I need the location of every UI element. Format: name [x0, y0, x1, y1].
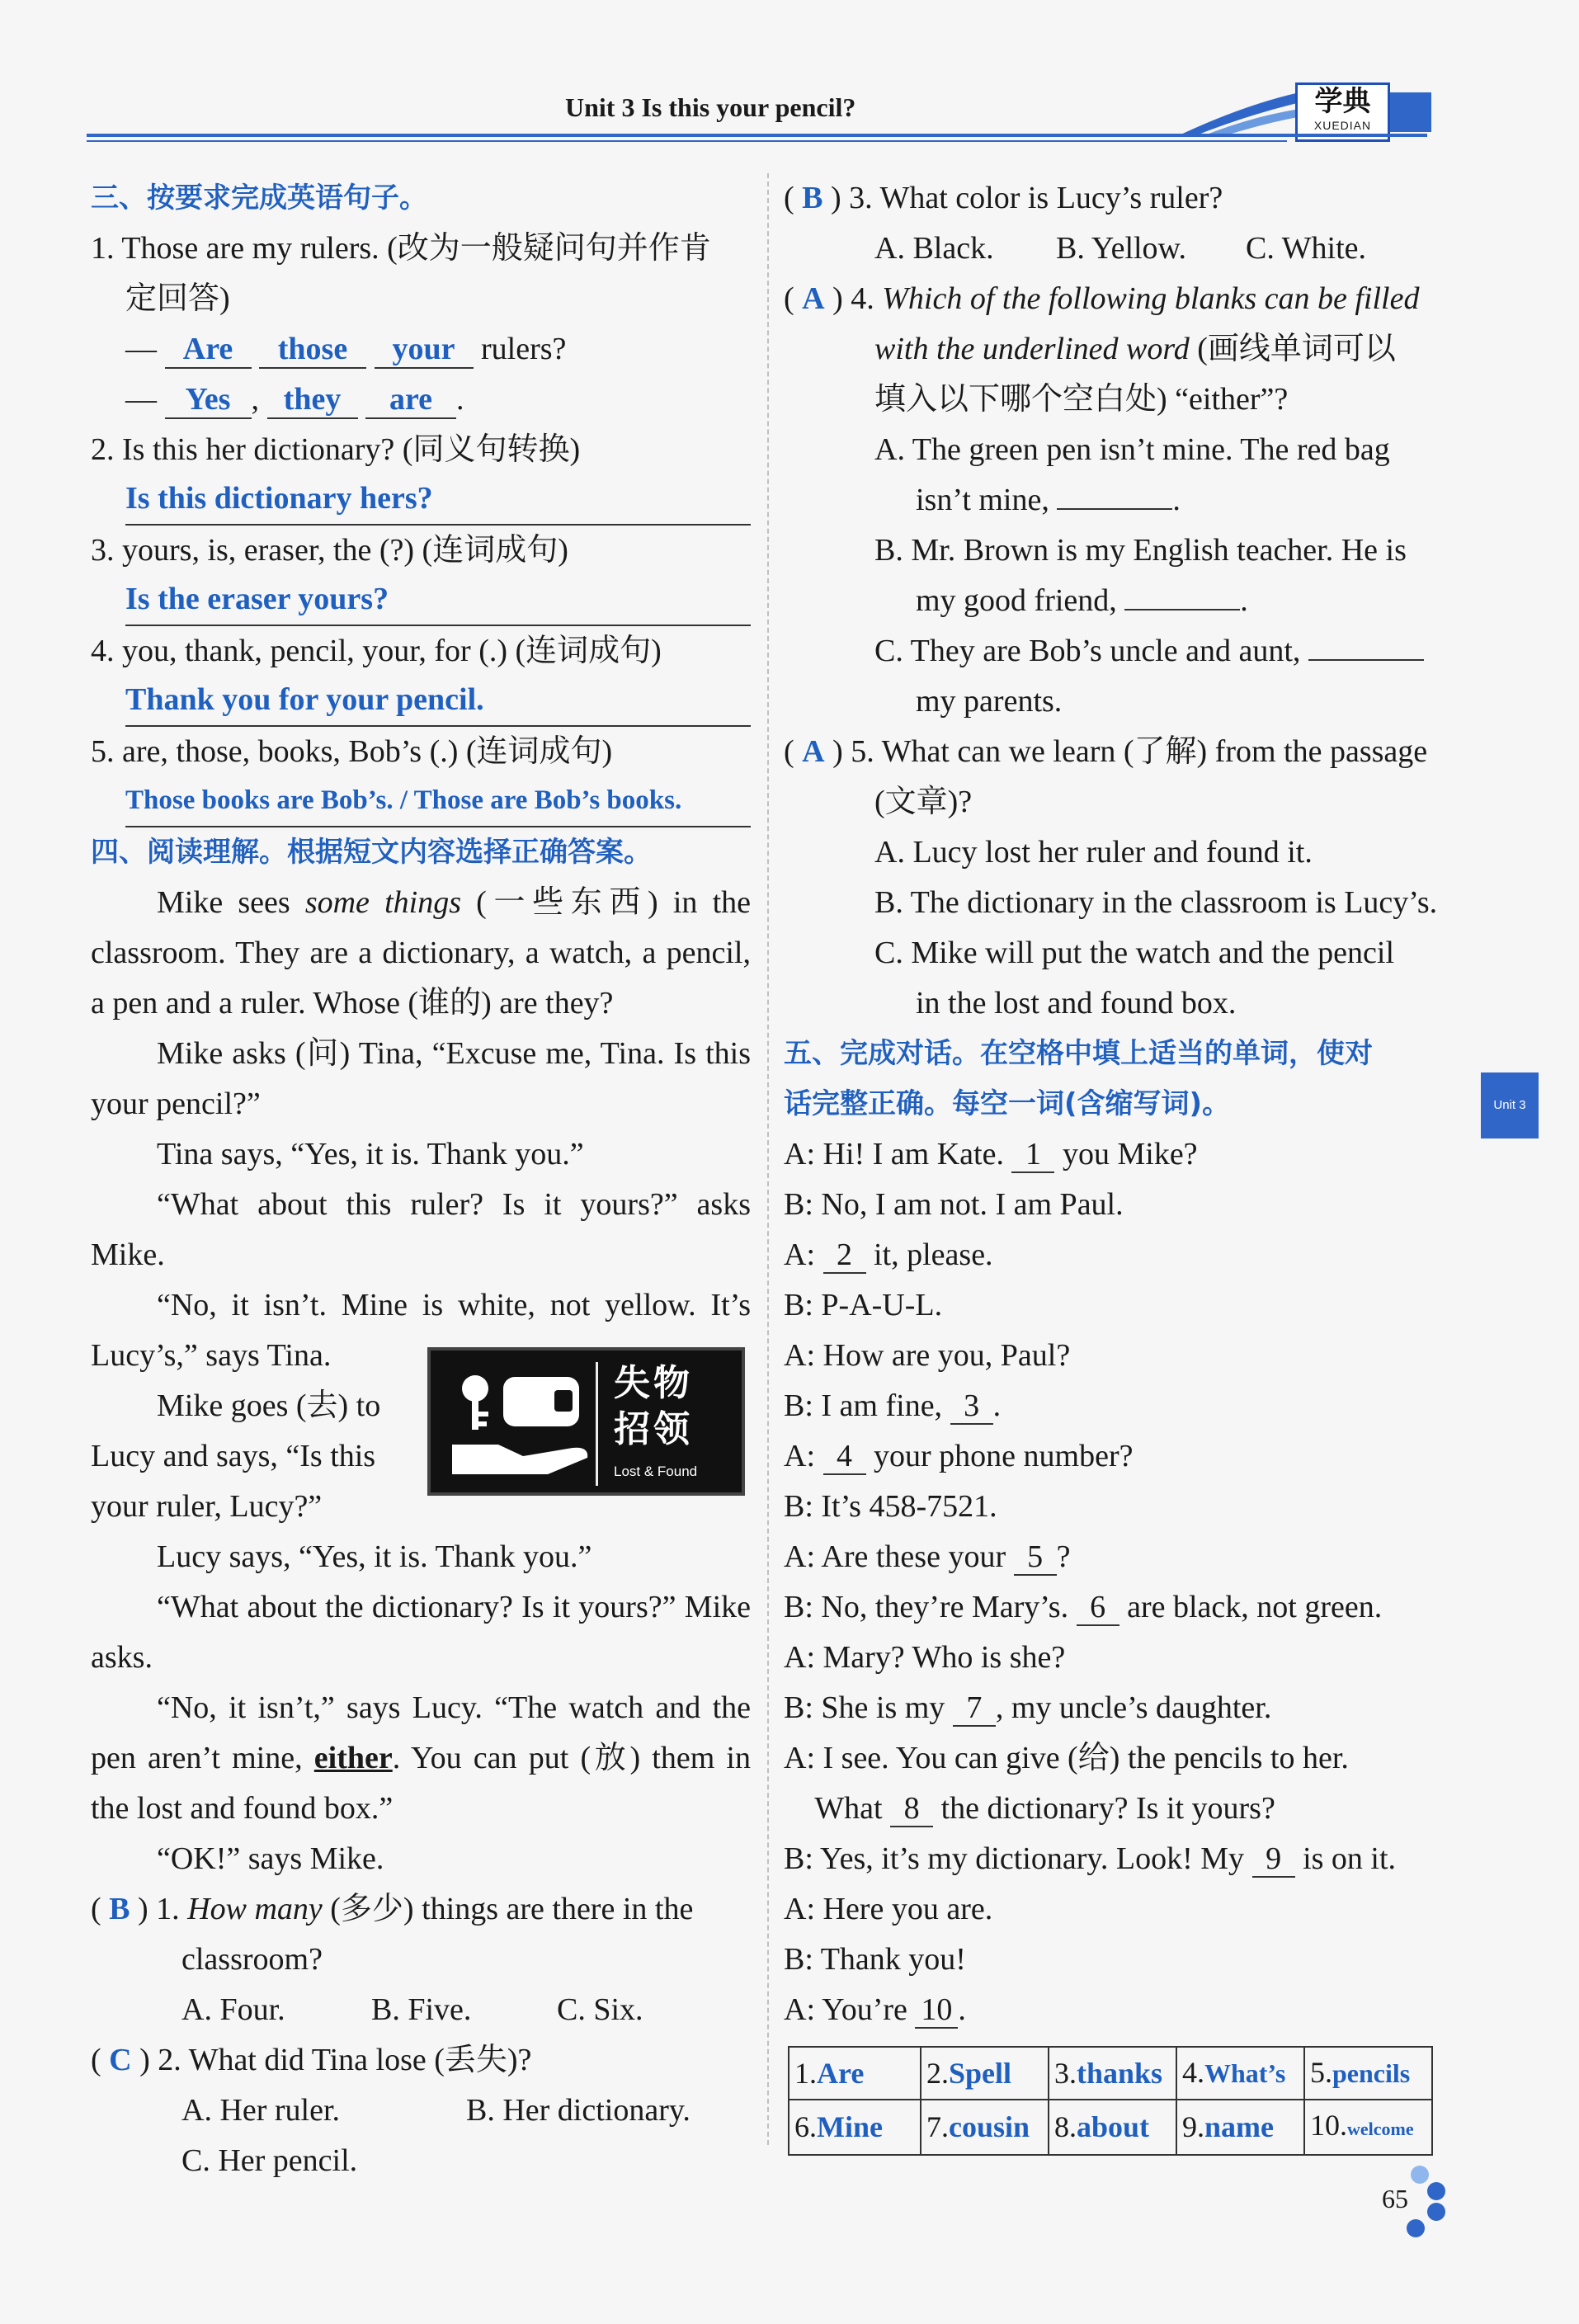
dialogue-line: B: No, I am not. I am Paul.	[784, 1187, 1124, 1222]
blank-line	[1308, 628, 1424, 661]
passage-paragraph: Mike sees some things (一些东西) in the classroom. They are a dictionary, a watch, a pencil, a pen and a ruler. Whose (谁的) are they?	[91, 885, 751, 1021]
answer-blank[interactable]: your	[375, 331, 474, 369]
s3-q5-answer[interactable]: Those books are Bob’s. / Those are Bob’s books.	[125, 777, 751, 827]
dialogue-line: What 8 the dictionary? Is it yours?	[784, 1791, 1275, 1826]
section-5-title: 五、完成对话。在空格中填上适当的单词，使对	[784, 1037, 1373, 1070]
dialogue-line: B: It’s 458-7521.	[784, 1489, 997, 1524]
answer-blank[interactable]: Yes	[165, 381, 252, 419]
answer-blank[interactable]: Are	[165, 331, 252, 369]
passage-paragraph: Mike goes (去) to	[157, 1388, 381, 1423]
passage-paragraph: Mike asks (问) Tina, “Excuse me, Tina. Is this your pencil?”	[91, 1036, 751, 1121]
answer-key-cell: 8.about	[1049, 2100, 1176, 2155]
s3-q3-answer[interactable]: Is the eraser yours?	[125, 576, 751, 626]
passage-paragraph: “OK!” says Mike.	[157, 1841, 384, 1876]
s4-q1-options: A. Four. B. Five. C. Six.	[181, 1992, 643, 2027]
numbered-blank[interactable]: 9	[1252, 1841, 1295, 1878]
dialogue-line: B: Thank you!	[784, 1942, 966, 1977]
answer-key-cell: 4.What’s	[1176, 2047, 1304, 2100]
dialogue	[784, 1129, 1444, 2035]
hex-decoration	[1411, 2166, 1429, 2184]
section-4-title: 四、阅读理解。根据短文内容选择正确答案。	[91, 836, 652, 869]
s4-q4: ( A ) 4. Which of the following blanks can be filled	[784, 281, 1420, 316]
dialogue-line: A: I see. You can give (给) the pencils to her.	[784, 1741, 1349, 1775]
dialogue-line: A: 2 it, please.	[784, 1237, 993, 1272]
page-header	[87, 82, 1427, 148]
hex-decoration	[1407, 2219, 1425, 2237]
s4-q3-options: A. Black. B. Yellow. C. White.	[874, 231, 1367, 266]
answer-mark[interactable]: A	[802, 281, 825, 316]
dialogue-line: A: 4 your phone number?	[784, 1439, 1134, 1473]
numbered-blank[interactable]: 5	[1014, 1539, 1057, 1576]
dialogue-line: B: No, they’re Mary’s. 6 are black, not green.	[784, 1590, 1383, 1624]
answer-key-cell: 6.Mine	[789, 2100, 921, 2155]
hex-decoration	[1427, 2203, 1445, 2221]
answer-key-cell: 7.cousin	[921, 2100, 1049, 2155]
passage-paragraph: “What about this ruler? Is it yours?” asks Mike.	[91, 1187, 751, 1272]
s3-q1-prompt: 1. Those are my rulers. (改为一般疑问句并作肯	[91, 231, 711, 266]
s3-q1-prompt-cont: 定回答)	[125, 281, 230, 316]
header-rule-thin	[87, 140, 1287, 142]
passage-paragraph: “No, it isn’t,” says Lucy. “The watch and the pen aren’t mine, either. You can put (放) them in the lost and found box.”	[91, 1690, 751, 1826]
s3-q1-answer-line1: — Are those your rulers?	[91, 324, 751, 375]
right-column: ( B ) 3. What color is Lucy’s ruler? A. Black. B. Yellow. C. White. ( A ) 4. Which of the following blanks can be filled with the underlined word (画线单词可以 填入以下哪个空白处) “either”? A. The green pen isn’t mine. The red bag isn’t mine, . B. Mr. Brown is my English teacher. He is my good friend, . C. They are Bob’s uncle and aunt, my parents. ( A ) 5. What can we learn (了解) from the passage (文章)? A. Lucy lost her ruler and found it. B. The dictionary in the classroom is Lucy’s. C. Mike will put the watch and the pencil in the lost and found box. 五、完成对话。在空格中填上适当的单词，使对 话完整正确。每空一词(含缩写词)。 A: Hi! I am Kate. 1 you Mike? B: No, I am not. I am Paul. A: 2 it, please. B: P-A-U-L. A: How are you, Paul? B: I am fine, 3 . A: 4 your phone number? B: It’s 458-7521. A: Are these your 5 ? B: No, they’re Mary’s. 6 are black, not green. A: Mary? Who is she? B: She is my 7 , my uncle’s daughter. A: I see. You can give (给) the pencils to her. What 8 the dictionary? Is it yours? B: Yes, it’s my dictionary. Look! My 9 is on it. A: Here you are. B: Thank you! A: You’re 10 .	[784, 173, 1444, 2035]
answer-key-cell: 1.Are	[789, 2047, 921, 2100]
answer-mark[interactable]: B	[802, 181, 823, 215]
answer-key-cell: 3.thanks	[1049, 2047, 1176, 2100]
publisher-logo: 学典 XUEDIAN	[1295, 82, 1390, 142]
dialogue-line: B: I am fine, 3 .	[784, 1388, 1002, 1423]
s3-q3-prompt: 3. yours, is, eraser, the (?) (连词成句)	[91, 533, 568, 568]
passage-paragraph: Lucy and says, “Is this	[91, 1439, 376, 1473]
answer-mark[interactable]: A	[802, 734, 825, 769]
s4-q1: ( B ) 1. How many (多少) things are there in the	[91, 1892, 694, 1926]
numbered-blank[interactable]: 6	[1077, 1590, 1119, 1626]
numbered-blank[interactable]: 3	[950, 1388, 993, 1425]
s4-q5: ( A ) 5. What can we learn (了解) from the passage	[784, 734, 1428, 769]
answer-blank[interactable]: are	[365, 381, 456, 419]
passage-paragraph: Tina says, “Yes, it is. Thank you.”	[157, 1137, 584, 1171]
passage-paragraph: Lucy says, “Yes, it is. Thank you.”	[157, 1539, 592, 1574]
s4-q3: ( B ) 3. What color is Lucy’s ruler?	[784, 181, 1223, 215]
answer-blank[interactable]: those	[259, 331, 366, 369]
answer-key-cell: 10.welcome	[1304, 2100, 1432, 2155]
blank-line	[1057, 477, 1172, 510]
hex-decoration	[1427, 2182, 1445, 2200]
lost-found-icon	[449, 1365, 597, 1481]
dialogue-line: B: Yes, it’s my dictionary. Look! My 9 is on it.	[784, 1841, 1397, 1876]
s4-q2-options: A. Her ruler. B. Her dictionary.	[181, 2093, 691, 2128]
passage-paragraph: “What about the dictionary? Is it yours?” Mike asks.	[91, 1590, 751, 1675]
left-column: 三、按要求完成英语句子。 1. Those are my rulers. (改为一般疑问句并作肯 定回答) — Are those your rulers? — Yes , they are . 2. Is this her dictionary? (同义句转换) Is this dictionary hers? 3. yours, is, eraser, the (?) (连词成句) Is the eraser yours? 4. you, thank, pencil, your, for (.) (连词成句) Thank you for your pencil. 5. are, those, books, Bob’s (.) (连词成句) Those books are Bob’s. / Those are Bob’s books. 四、阅读理解。根据短文内容选择正确答案。 Mike sees some things (一些东西) in the classroom. They are a dictionary, a watch, a pencil, a pen and a ruler. Whose (谁的) are they? Mike asks (问) Tina, “Excuse me, Tina. Is this your pencil?” Tina says, “Yes, it is. Thank you.” “What about this ruler? Is it yours?” asks Mike. “No, it isn’t. Mine is white, not yellow. It’s Lucy’s,” says Tina. Mike goes (去) to Lucy and says, “Is this your ruler, Lucy?” Lucy says, “Yes, it is. Thank you.” “What about the dictionary? Is it yours?” Mike asks. “No, it isn’t,” says Lucy. “The watch and the pen aren’t mine, either. You can put (放) them in the lost and found box.” “OK!” says Mike. ( B ) 1. How many (多少) things are there in the classroom? A. Four. B. Five. C. Six. ( C ) 2. What did Tina lose (丢失)? A. Her ruler. B. Her dictionary. C. Her pencil.	[91, 173, 751, 2186]
unit-tab[interactable]: Unit 3	[1481, 1072, 1539, 1138]
answer-blank[interactable]: they	[267, 381, 358, 419]
column-divider	[767, 173, 769, 2145]
page-header-title: Unit 3 Is this your pencil?	[565, 92, 856, 122]
answer-key-cell: 2.Spell	[921, 2047, 1049, 2100]
dialogue-line: B: She is my 7 , my uncle’s daughter.	[784, 1690, 1272, 1725]
logo-accent-block	[1390, 92, 1431, 132]
answer-key-row	[789, 2047, 1432, 2100]
numbered-blank[interactable]: 4	[823, 1439, 866, 1475]
s3-q4-answer[interactable]: Thank you for your pencil.	[125, 676, 751, 727]
page-number: 65	[1382, 2184, 1408, 2213]
dialogue-line: A: Hi! I am Kate. 1 you Mike?	[784, 1137, 1198, 1171]
s3-q5-prompt: 5. are, those, books, Bob’s (.) (连词成句)	[91, 734, 613, 769]
answer-key-cell: 9.name	[1176, 2100, 1304, 2155]
section-3-title: 三、按要求完成英语句子。	[91, 181, 427, 214]
s3-q2-prompt: 2. Is this her dictionary? (同义句转换)	[91, 432, 581, 467]
passage-paragraph: “No, it isn’t. Mine is white, not yellow. It’s Lucy’s,” says Tina.	[91, 1288, 751, 1373]
blank-line	[1124, 577, 1240, 610]
s4-q2: ( C ) 2. What did Tina lose (丢失)?	[91, 2043, 532, 2077]
answer-key-cell: 5.pencils	[1304, 2047, 1432, 2100]
answer-mark[interactable]: B	[109, 1892, 130, 1926]
dialogue-line: A: Are these your 5 ?	[784, 1539, 1071, 1574]
numbered-blank[interactable]: 7	[953, 1690, 996, 1727]
s3-q4-prompt: 4. you, thank, pencil, your, for (.) (连词成句)	[91, 634, 662, 668]
dialogue-line: B: P-A-U-L.	[784, 1288, 943, 1322]
s3-q2-answer[interactable]: Is this dictionary hers?	[125, 475, 751, 526]
answer-key-row	[789, 2100, 1432, 2155]
lost-and-found-sign: 失物 招领 Lost & Found	[427, 1347, 745, 1496]
numbered-blank[interactable]: 1	[1011, 1137, 1054, 1173]
dialogue-line: A: Here you are.	[784, 1892, 993, 1926]
s3-q1-answer-line2: — Yes , they are .	[91, 375, 751, 425]
underlined-word: either	[313, 1741, 393, 1775]
answer-mark[interactable]: C	[109, 2043, 132, 2077]
section-5-title-cont: 话完整正确。每空一词(含缩写词)。	[784, 1087, 1231, 1120]
dialogue-line: A: Mary? Who is she?	[784, 1640, 1066, 1675]
numbered-blank[interactable]: 8	[890, 1791, 933, 1827]
passage-paragraph: your ruler, Lucy?”	[91, 1489, 323, 1524]
dialogue-line: A: How are you, Paul?	[784, 1338, 1071, 1373]
numbered-blank[interactable]: 2	[823, 1237, 866, 1274]
header-rule	[87, 134, 1427, 137]
numbered-blank[interactable]: 10	[915, 1992, 958, 2029]
answer-key-table	[788, 2046, 1433, 2156]
dialogue-line: A: You’re 10 .	[784, 1992, 966, 2027]
